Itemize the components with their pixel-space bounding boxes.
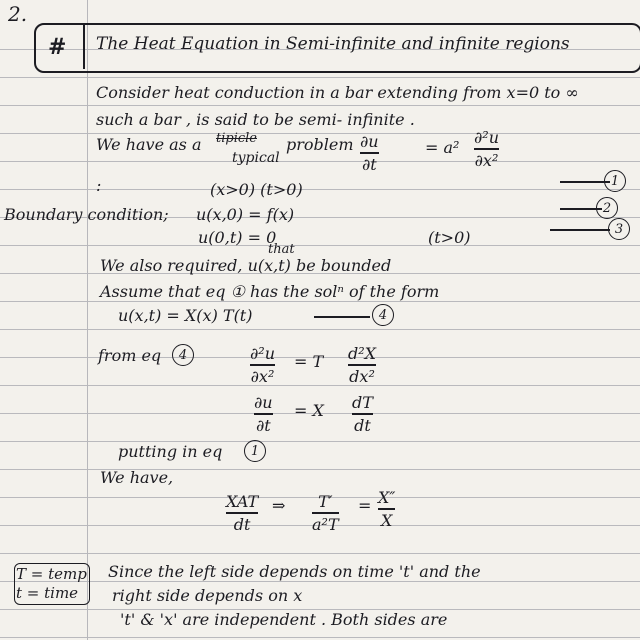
dt-den: dt (354, 415, 371, 435)
sep-lhs-den: dt (233, 514, 251, 534)
eq2-label: 2 (596, 197, 618, 219)
intro-line-1: Consider heat conduction in a bar extending from x=0 to ∞ (96, 83, 579, 102)
bc2-domain: (t>0) (428, 228, 471, 247)
problem-prefix: We have as a (96, 135, 202, 154)
du-den: ∂t (255, 415, 271, 435)
d2x-den: dx² (349, 366, 375, 386)
eq4-rule (314, 316, 370, 318)
eq4-label: 4 (372, 304, 394, 326)
du-fraction (254, 393, 273, 435)
inserted-word: typical (232, 150, 280, 166)
domain-text: (x>0) (t>0) (210, 180, 303, 199)
d2u-fraction (250, 344, 275, 386)
bounded-insert: that (268, 242, 295, 257)
margin-line (87, 0, 88, 640)
pde-equals: = a² (425, 138, 460, 157)
d2u-den: ∂x² (250, 366, 275, 386)
d2u-eq: = T (294, 352, 324, 371)
d2x-fraction (348, 344, 376, 386)
eq1-rule (560, 181, 610, 183)
legend-time: t = time (16, 584, 79, 602)
sep-t-fraction (312, 492, 339, 534)
sep-t-den: a²T (312, 514, 339, 534)
pde-rhs-num: ∂²u (474, 128, 499, 147)
sep-x-den: X (380, 510, 393, 530)
du-num: ∂u (254, 393, 273, 412)
from-eq-num: 4 (172, 344, 194, 366)
separation-form: u(x,t) = X(x) T(t) (118, 306, 253, 325)
bounded-line: We also required, u(x,t) be bounded (100, 256, 392, 275)
sep-lhs-fraction (226, 492, 258, 534)
pde-lhs-num: ∂u (360, 132, 379, 151)
pde-lhs-den: ∂t (361, 154, 377, 174)
since-line-2: right side depends on x (112, 586, 303, 605)
sep-lhs-num: XAT (226, 492, 259, 511)
eq3-rule (550, 229, 610, 231)
pde-rhs-den: ∂x² (474, 150, 499, 170)
we-have: We have, (100, 468, 174, 487)
bc1: u(x,0) = f(x) (196, 205, 295, 224)
d2u-num: ∂²u (250, 344, 275, 363)
bc-label: Boundary condition; (4, 205, 169, 224)
struck-word: tipicle (216, 131, 257, 146)
sep-t-num: T′ (318, 492, 333, 511)
sep-arrow: ⇒ (272, 496, 286, 515)
sep-x-fraction (378, 488, 395, 530)
dt-fraction (352, 393, 373, 435)
since-line-3: 't' & 'x' are independent . Both sides are (120, 610, 448, 629)
hash-symbol: # (48, 34, 67, 60)
since-line-1: Since the left side depends on time 't' and the (108, 562, 481, 581)
page-title: The Heat Equation in Semi-infinite and infinite regions (96, 34, 570, 54)
page-number: 2. (8, 2, 28, 26)
sep-equals: = (358, 496, 372, 515)
problem-word: problem (286, 135, 354, 154)
putting-line: putting in eq (118, 442, 223, 461)
intro-line-2: such a bar , is said to be semi- infinite . (96, 110, 415, 129)
d2x-num: d²X (348, 344, 377, 363)
from-eq: from eq (98, 346, 162, 365)
pde-lhs-fraction (360, 132, 379, 174)
assume-line: Assume that eq ① has the solⁿ of the form (100, 282, 440, 301)
legend-temp: T = temp (16, 565, 87, 583)
bc2: u(0,t) = 0 (198, 228, 277, 247)
putting-num: 1 (244, 440, 266, 462)
du-eq: = X (294, 401, 324, 420)
sep-x-num: X″ (378, 488, 396, 507)
eq1-label: 1 (604, 170, 626, 192)
pde-rhs-fraction (474, 128, 499, 170)
colon-mark: : (96, 176, 102, 195)
eq3-label: 3 (608, 218, 630, 240)
dt-num: dT (352, 393, 373, 412)
title-divider (83, 25, 85, 69)
